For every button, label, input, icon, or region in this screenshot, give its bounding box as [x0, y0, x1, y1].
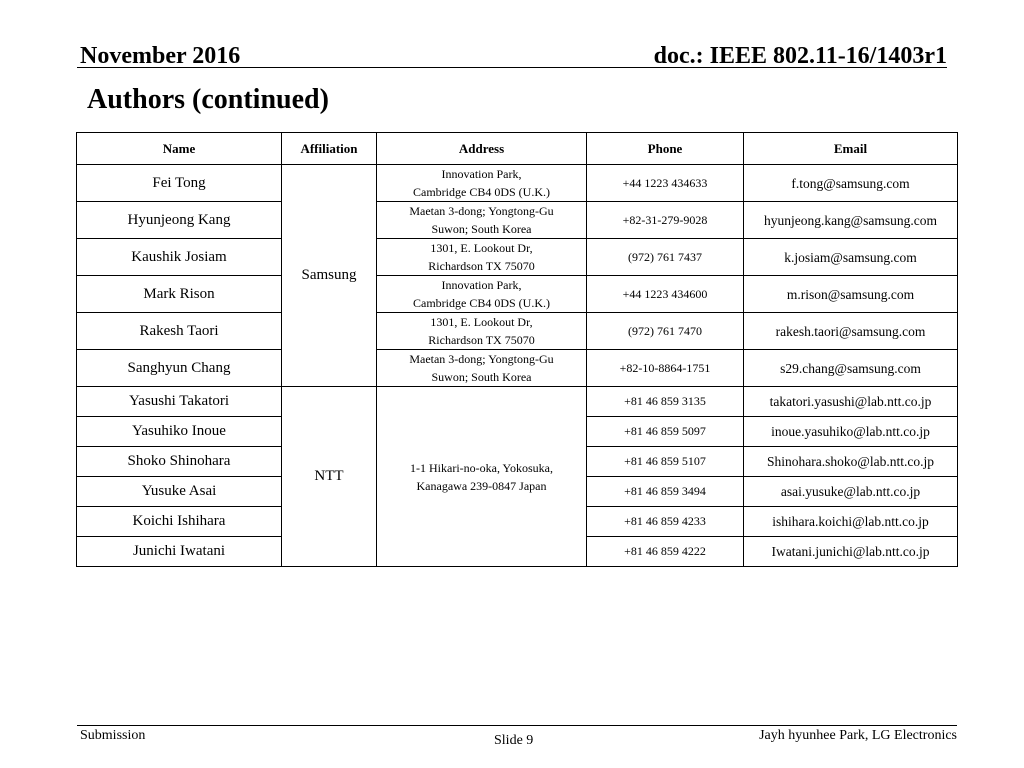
author-name: Yasuhiko Inoue: [77, 417, 282, 447]
author-phone: +44 1223 434600: [587, 276, 744, 313]
footer-submission: Submission: [80, 728, 146, 743]
table-row: [77, 350, 958, 387]
author-phone: +82-10-8864-1751: [587, 350, 744, 387]
author-phone: +81 46 859 3494: [587, 477, 744, 507]
author-phone: (972) 761 7470: [587, 313, 744, 350]
ntt-address: [377, 387, 587, 567]
header-divider: [77, 67, 947, 68]
footer-author: Jayh hyunhee Park, LG Electronics: [759, 728, 957, 743]
header-date: November 2016: [80, 43, 241, 69]
table-row: [77, 387, 958, 417]
author-address: [377, 350, 587, 387]
address-line: Cambridge CB4 0DS (U.K.): [413, 296, 550, 310]
author-address: [377, 313, 587, 350]
author-name: Kaushik Josiam: [77, 239, 282, 276]
author-email: m.rison@samsung.com: [744, 276, 958, 313]
author-phone: +81 46 859 5097: [587, 417, 744, 447]
author-name: Sanghyun Chang: [77, 350, 282, 387]
author-address: [377, 165, 587, 202]
author-phone: +82-31-279-9028: [587, 202, 744, 239]
author-name: Koichi Ishihara: [77, 507, 282, 537]
author-address: [377, 239, 587, 276]
header-doc-id: doc.: IEEE 802.11-16/1403r1: [653, 43, 947, 69]
address-line: Innovation Park,: [441, 278, 522, 292]
address-line: Richardson TX 75070: [428, 259, 535, 273]
author-phone: +81 46 859 3135: [587, 387, 744, 417]
slide-title: Authors (continued): [87, 84, 329, 115]
column-header-name: Name: [77, 133, 282, 165]
author-email: ishihara.koichi@lab.ntt.co.jp: [744, 507, 958, 537]
address-line: Kanagawa 239-0847 Japan: [416, 478, 547, 493]
author-address: [377, 276, 587, 313]
author-email: hyunjeong.kang@samsung.com: [744, 202, 958, 239]
table-row: [77, 313, 958, 350]
address-line: Maetan 3-dong; Yongtong-Gu: [409, 204, 554, 218]
column-header-address: Address: [377, 133, 587, 165]
author-name: Rakesh Taori: [77, 313, 282, 350]
affiliation-ntt: NTT: [282, 387, 377, 567]
affiliation-samsung: Samsung: [282, 165, 377, 387]
author-email: s29.chang@samsung.com: [744, 350, 958, 387]
address-line: 1-1 Hikari-no-oka, Yokosuka,: [410, 460, 553, 475]
author-address: [377, 202, 587, 239]
address-line: Suwon; South Korea: [431, 222, 532, 236]
author-name: Fei Tong: [77, 165, 282, 202]
address-line: Cambridge CB4 0DS (U.K.): [413, 185, 550, 199]
table-row: [77, 202, 958, 239]
author-email: asai.yusuke@lab.ntt.co.jp: [744, 477, 958, 507]
author-phone: (972) 761 7437: [587, 239, 744, 276]
author-email: k.josiam@samsung.com: [744, 239, 958, 276]
column-header-affiliation: Affiliation: [282, 133, 377, 165]
author-name: Mark Rison: [77, 276, 282, 313]
address-line: Innovation Park,: [441, 167, 522, 181]
footer-divider: [77, 725, 957, 726]
author-name: Hyunjeong Kang: [77, 202, 282, 239]
column-header-phone: Phone: [587, 133, 744, 165]
author-name: Junichi Iwatani: [77, 537, 282, 567]
author-phone: +81 46 859 4222: [587, 537, 744, 567]
author-email: takatori.yasushi@lab.ntt.co.jp: [744, 387, 958, 417]
author-phone: +81 46 859 5107: [587, 447, 744, 477]
author-name: Yusuke Asai: [77, 477, 282, 507]
author-name: Yasushi Takatori: [77, 387, 282, 417]
table-header-row: [77, 133, 958, 165]
author-phone: +44 1223 434633: [587, 165, 744, 202]
author-email: f.tong@samsung.com: [744, 165, 958, 202]
address-line: Maetan 3-dong; Yongtong-Gu: [409, 352, 554, 366]
address-line: 1301, E. Lookout Dr,: [430, 241, 533, 255]
address-line: Richardson TX 75070: [428, 333, 535, 347]
authors-table: [76, 132, 958, 567]
address-line: Suwon; South Korea: [431, 370, 532, 384]
column-header-email: Email: [744, 133, 958, 165]
author-name: Shoko Shinohara: [77, 447, 282, 477]
author-email: rakesh.taori@samsung.com: [744, 313, 958, 350]
author-email: inoue.yasuhiko@lab.ntt.co.jp: [744, 417, 958, 447]
author-email: Shinohara.shoko@lab.ntt.co.jp: [744, 447, 958, 477]
slide-number: Slide 9: [494, 733, 534, 748]
table-row: [77, 239, 958, 276]
author-phone: +81 46 859 4233: [587, 507, 744, 537]
author-email: Iwatani.junichi@lab.ntt.co.jp: [744, 537, 958, 567]
address-line: 1301, E. Lookout Dr,: [430, 315, 533, 329]
table-row: [77, 276, 958, 313]
table-row: [77, 165, 958, 202]
